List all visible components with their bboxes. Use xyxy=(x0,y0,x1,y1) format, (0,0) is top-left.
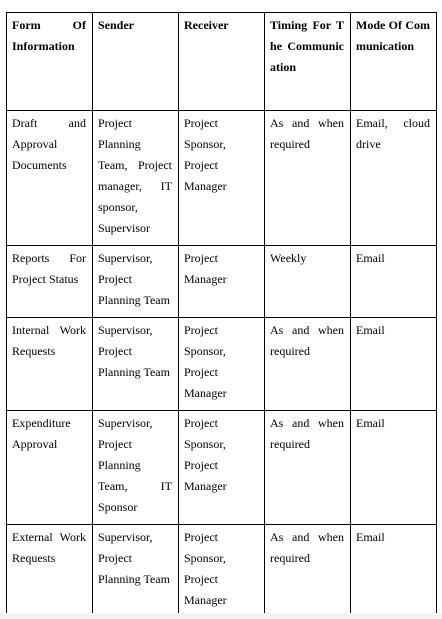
table-row xyxy=(7,411,437,525)
table-cell: Reports For Project Status xyxy=(7,246,93,318)
table-cell: As and when required xyxy=(265,318,351,411)
table-cell: Email xyxy=(351,318,437,411)
table-cell: Supervisor, Project Planning Team xyxy=(93,246,179,318)
table-cell: Email xyxy=(351,411,437,525)
header-mode: Mode Of Communication xyxy=(351,13,437,111)
header-receiver: Receiver xyxy=(179,13,265,111)
table-cell: Project Manager xyxy=(179,246,265,318)
page-bottom-edge xyxy=(0,613,442,619)
table-cell: Project Sponsor, Project Manager xyxy=(179,525,265,618)
header-sender: Sender xyxy=(93,13,179,111)
table-row xyxy=(7,246,437,318)
table-cell: Project Planning Team, Project manager, IT sponsor, Supervisor xyxy=(93,111,179,246)
header-form-of-information: Form Of Information xyxy=(7,13,93,111)
table-header-row xyxy=(7,13,437,111)
table-row xyxy=(7,111,437,246)
table-cell: Project Sponsor, Project Manager xyxy=(179,111,265,246)
table-cell: External Work Requests xyxy=(7,525,93,618)
communication-plan-table xyxy=(6,12,437,618)
table-cell: Supervisor, Project Planning Team, IT Sponsor xyxy=(93,411,179,525)
table-row xyxy=(7,525,437,618)
table-cell: Email xyxy=(351,246,437,318)
header-timing: Timing For The Communication xyxy=(265,13,351,111)
table-cell: Internal Work Requests xyxy=(7,318,93,411)
table-cell: Email, cloud drive xyxy=(351,111,437,246)
table-cell: As and when required xyxy=(265,411,351,525)
table-cell: Email xyxy=(351,525,437,618)
table-cell: Expenditure Approval xyxy=(7,411,93,525)
table-cell: Project Sponsor, Project Manager xyxy=(179,318,265,411)
table-cell: Supervisor, Project Planning Team xyxy=(93,525,179,618)
table-cell: Project Sponsor, Project Manager xyxy=(179,411,265,525)
table-cell: As and when required xyxy=(265,111,351,246)
table-cell: Weekly xyxy=(265,246,351,318)
table-cell: Supervisor, Project Planning Team xyxy=(93,318,179,411)
document-page xyxy=(6,12,437,618)
table-row xyxy=(7,318,437,411)
table-cell: Draft and Approval Documents xyxy=(7,111,93,246)
table-cell: As and when required xyxy=(265,525,351,618)
